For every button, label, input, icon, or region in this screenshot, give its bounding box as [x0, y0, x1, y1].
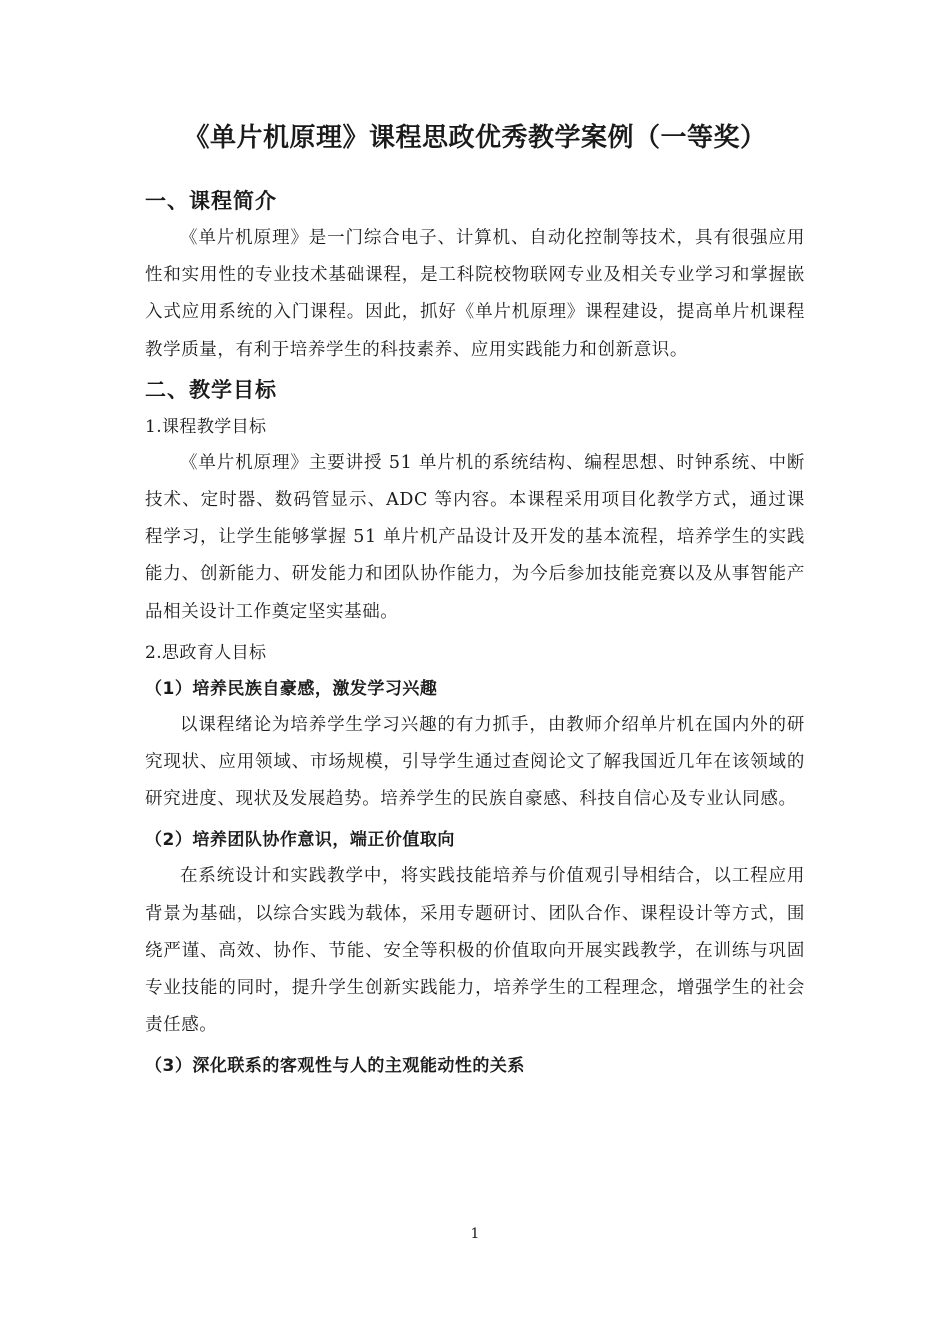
- document-title: 《单片机原理》课程思政优秀教学案例（一等奖）: [183, 123, 767, 153]
- document-body: [145, 118, 805, 1084]
- teamwork-paragraph: 在系统设计和实践教学中，将实践技能培养与价值观引导相结合，以工程应用背景为基础，以综合实践为载体，采用专题研讨、团队合作、课程设计等方式，围绕严谨、高效、协作、节能、安全等积极的价值取向开展实践教学，在训练与巩固专业技能的同时，提升学生创新实践能力，培养学生的工程理念，增强学生的社会责任感。: [145, 866, 805, 1036]
- section-heading-teaching-goals: 二、教学目标: [145, 377, 277, 402]
- item-heading-teamwork: （2）培养团队协作意识，端正价值取向: [145, 830, 455, 851]
- item-heading-national-pride: （1）培养民族自豪感，激发学习兴趣: [145, 678, 438, 699]
- item-heading-objectivity: （3）深化联系的客观性与人的主观能动性的关系: [145, 1056, 525, 1077]
- national-pride-paragraph: 以课程绪论为培养学生学习兴趣的有力抓手，由教师介绍单片机在国内外的研究现状、应用领域、市场规模，引导学生通过查阅论文了解我国近几年在该领域的研究进度、现状及发展趋势。培养学生的民族自豪感、科技自信心及专业认同感。: [145, 714, 805, 810]
- subheading-course-teaching-goals: 1.课程教学目标: [145, 416, 267, 437]
- section-heading-course-intro: 一、课程简介: [145, 189, 277, 213]
- course-teaching-goals-paragraph: 《单片机原理》主要讲授 51 单片机的系统结构、编程思想、时钟系统、中断技术、定时器、数码管显示、ADC 等内容。本课程采用项目化教学方式，通过课程学习，让学生能够掌握 51 单片机产品设计及开发的基本流程，培养学生的实践能力、创新能力、研发能力和团队协作能力，为今后参加技能竞赛以及从事智能产品相关设计工作奠定坚实基础。: [145, 452, 805, 622]
- page-number: 1: [470, 1226, 480, 1242]
- subheading-ideological-goals: 2.思政育人目标: [145, 642, 267, 663]
- course-intro-paragraph: 《单片机原理》是一门综合电子、计算机、自动化控制等技术，具有很强应用性和实用性的专业技术基础课程，是工科院校物联网专业及相关专业学习和掌握嵌入式应用系统的入门课程。因此，抓好《单片机原理》课程建设，提高单片机课程教学质量，有利于培养学生的科技素养、应用实践能力和创新意识。: [145, 228, 805, 360]
